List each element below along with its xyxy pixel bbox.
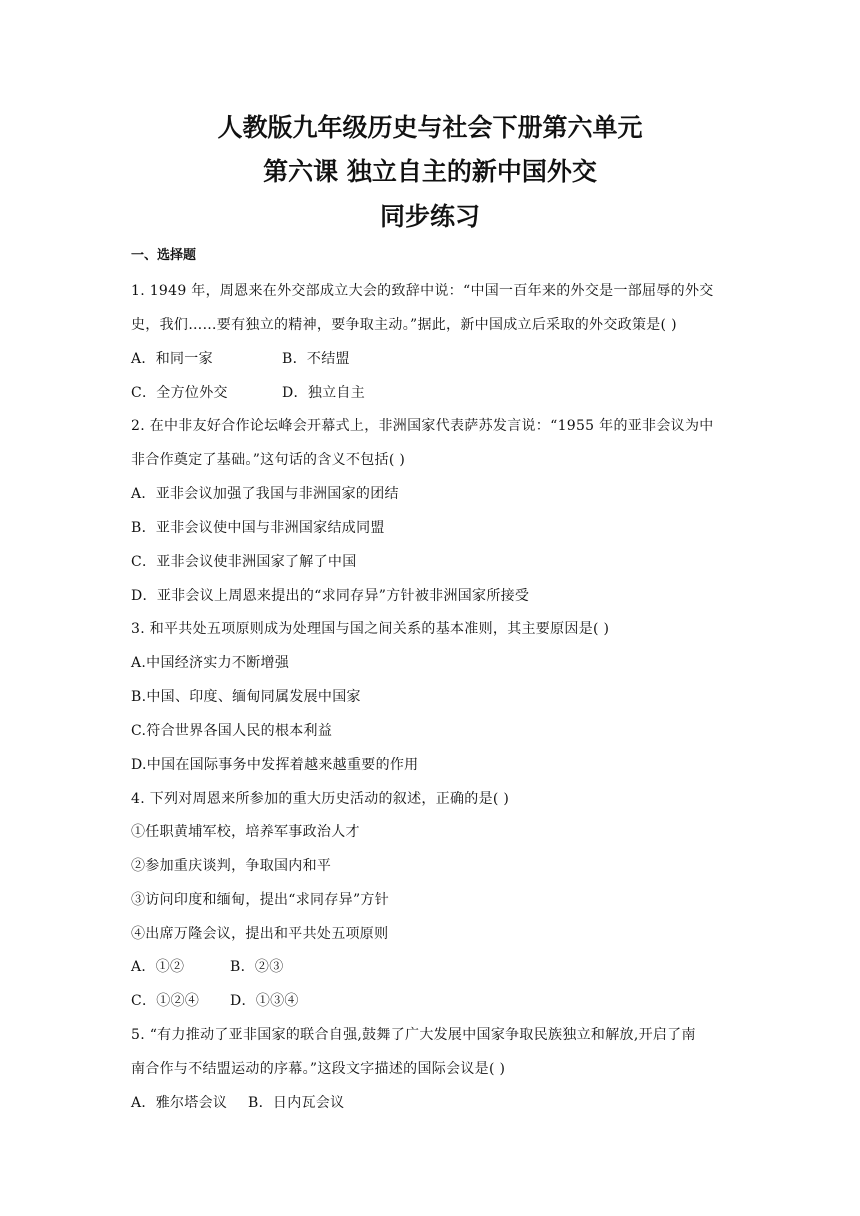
- q4-option-b: B．②③: [230, 959, 284, 975]
- q4-option-a: A．①②: [131, 959, 185, 975]
- q5-stem-line2: 南合作与不结盟运动的序幕。”这段文字描述的国际会议是( ): [131, 1061, 506, 1077]
- q5-option-a: A．雅尔塔会议: [131, 1095, 228, 1111]
- q3-option-d: D.中国在国际事务中发挥着越来越重要的作用: [131, 757, 419, 773]
- q1-option-c: C．全方位外交: [131, 385, 228, 401]
- q1-stem-line2: 史，我们……要有独立的精神，要争取主动。”据此，新中国成立后采取的外交政策是( ): [131, 317, 677, 333]
- q4-item-4: ④出席万隆会议，提出和平共处五项原则: [131, 926, 389, 942]
- q4-item-2: ②参加重庆谈判，争取国内和平: [131, 858, 332, 874]
- q3-option-c: C.符合世界各国人民的根本利益: [131, 723, 333, 739]
- q2-option-a: A．亚非会议加强了我国与非洲国家的团结: [131, 486, 399, 502]
- q3-stem-line1: 3. 和平共处五项原则成为处理国与国之间关系的基本准则，其主要原因是( ): [131, 621, 610, 637]
- q2-stem-line2: 非合作奠定了基础。”这句话的含义不包括( ): [131, 452, 406, 468]
- q5-stem-line1: 5. “有力推动了亚非国家的联合自强,鼓舞了广大发展中国家争取民族独立和解放,开启了南: [131, 1027, 696, 1043]
- q2-option-c: C．亚非会议使非洲国家了解了中国: [131, 554, 357, 570]
- q5-option-b: B．日内瓦会议: [248, 1095, 345, 1111]
- q4-option-c: C．①②④: [131, 993, 200, 1009]
- q4-item-3: ③访问印度和缅甸，提出“求同存异”方针: [131, 892, 390, 908]
- worksheet-subtitle: 同步练习: [379, 202, 480, 231]
- section-heading: 一、选择题: [131, 248, 197, 263]
- lesson-title: 第六课 独立自主的新中国外交: [263, 157, 597, 186]
- q2-option-d: D．亚非会议上周恩来提出的“求同存异”方针被非洲国家所接受: [131, 588, 530, 604]
- q3-option-b: B.中国、印度、缅甸同属发展中国家: [131, 689, 361, 705]
- q2-stem-line1: 2. 在中非友好合作论坛峰会开幕式上，非洲国家代表萨苏发言说：“1955 年的亚非会议为中: [131, 418, 714, 434]
- q2-option-b: B．亚非会议使中国与非洲国家结成同盟: [131, 520, 385, 536]
- q1-option-d: D．独立自主: [282, 385, 366, 401]
- q4-option-d: D．①③④: [230, 993, 299, 1009]
- q4-stem-line1: 4. 下列对周恩来所参加的重大历史活动的叙述，正确的是( ): [131, 791, 510, 807]
- q4-item-1: ①任职黄埔军校，培养军事政治人才: [131, 824, 360, 840]
- q1-stem-line1: 1. 1949 年，周恩来在外交部成立大会的致辞中说：“中国一百年来的外交是一部屈辱的外交: [131, 283, 714, 299]
- q1-option-a: A．和同一家: [131, 351, 213, 367]
- q1-option-b: B．不结盟: [282, 351, 350, 367]
- q3-option-a: A.中国经济实力不断增强: [131, 655, 290, 671]
- document-title: 人教版九年级历史与社会下册第六单元: [217, 113, 643, 142]
